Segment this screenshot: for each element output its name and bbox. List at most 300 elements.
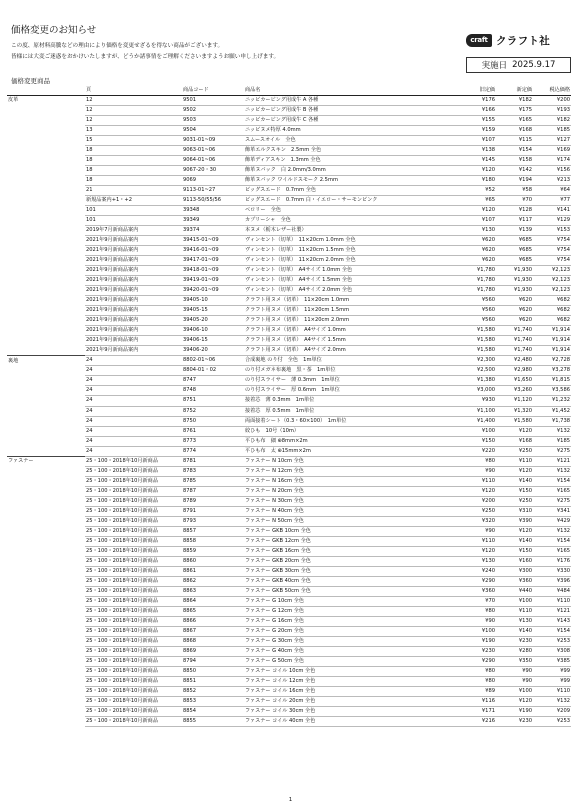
column-header-new-price: 新定価	[496, 86, 533, 96]
cell-product-name: ニッピカービング用成牛 B 各種	[244, 106, 455, 116]
cell-product-code: 9503	[182, 116, 244, 126]
cell-product-name: ファスナー N 30cm 全色	[244, 496, 455, 506]
cell-product-name: ファスナー GKB 20cm 全色	[244, 556, 455, 566]
cell-old-price: ¥620	[455, 236, 496, 246]
cell-tax-incl-price: ¥129	[533, 216, 571, 226]
table-row	[7, 256, 571, 266]
cell-product-name: ヴィンセント（切革） 11×20cm 1.5mm 全色	[244, 246, 455, 256]
cell-old-price: ¥230	[455, 646, 496, 656]
cell-product-code: 39406-15	[182, 336, 244, 346]
cell-page-ref: 25・100・2018年10月新商品	[85, 546, 182, 556]
cell-tax-incl-price: ¥99	[533, 666, 571, 676]
cell-category	[7, 616, 85, 626]
cell-tax-incl-price: ¥213	[533, 176, 571, 186]
cell-tax-incl-price: ¥185	[533, 126, 571, 136]
cell-new-price: ¥685	[496, 246, 533, 256]
table-row	[7, 396, 571, 406]
cell-product-name: カプリーシャ 全色	[244, 216, 455, 226]
cell-category	[7, 676, 85, 686]
cell-product-code: 8860	[182, 556, 244, 566]
cell-new-price: ¥117	[496, 216, 533, 226]
cell-new-price: ¥154	[496, 146, 533, 156]
cell-new-price: ¥360	[496, 576, 533, 586]
table-body	[7, 96, 571, 727]
cell-new-price: ¥168	[496, 126, 533, 136]
cell-new-price: ¥685	[496, 236, 533, 246]
table-row	[7, 186, 571, 196]
notice-line-1: この度、原材料高騰などの理由により価格を変更せざるを得ない商品がございます。	[11, 43, 224, 49]
cell-old-price: ¥166	[455, 106, 496, 116]
cell-page-ref: 18	[85, 176, 182, 186]
cell-product-name: ヴィンセント（切革） A4サイズ 1.0mm 全色	[244, 266, 455, 276]
cell-category	[7, 286, 85, 296]
table-row	[7, 376, 571, 386]
cell-product-name: ファスナー G 10cm 全色	[244, 596, 455, 606]
cell-product-code: 39405-10	[182, 296, 244, 306]
cell-new-price: ¥1,930	[496, 286, 533, 296]
cell-product-code: 9063-01~06	[182, 146, 244, 156]
cell-category	[7, 656, 85, 666]
table-row	[7, 596, 571, 606]
cell-category: ファスナー	[7, 456, 85, 466]
cell-old-price: ¥90	[455, 616, 496, 626]
cell-category	[7, 716, 85, 726]
cell-product-name: 接着芯 薄 0.3mm 1m単位	[244, 396, 455, 406]
table-row	[7, 666, 571, 676]
cell-tax-incl-price: ¥253	[533, 716, 571, 726]
cell-tax-incl-price: ¥99	[533, 676, 571, 686]
cell-product-name: ファスナー N 20cm 全色	[244, 486, 455, 496]
cell-product-code: 8855	[182, 716, 244, 726]
cell-old-price: ¥65	[455, 196, 496, 206]
cell-page-ref: 25・100・2018年10月新商品	[85, 666, 182, 676]
cell-product-code: 8867	[182, 626, 244, 636]
cell-product-name: クラフト用ヌメ（切革） A4サイズ 1.5mm	[244, 336, 455, 346]
cell-tax-incl-price: ¥2,123	[533, 276, 571, 286]
cell-new-price: ¥280	[496, 646, 533, 656]
cell-product-code: 8853	[182, 696, 244, 706]
cell-product-name: 飾革ヌバック 白 2.0mm/3.0mm	[244, 166, 455, 176]
cell-old-price: ¥80	[455, 606, 496, 616]
cell-product-code: 8750	[182, 416, 244, 426]
cell-page-ref: 25・100・2018年10月新商品	[85, 596, 182, 606]
cell-tax-incl-price: ¥1,815	[533, 376, 571, 386]
cell-old-price: ¥159	[455, 126, 496, 136]
cell-tax-incl-price: ¥165	[533, 546, 571, 556]
cell-category	[7, 646, 85, 656]
cell-page-ref: 25・100・2018年10月新商品	[85, 606, 182, 616]
cell-product-code: 8864	[182, 596, 244, 606]
cell-tax-incl-price: ¥1,914	[533, 326, 571, 336]
page-number: 1	[288, 797, 293, 803]
cell-category	[7, 166, 85, 176]
table-row	[7, 406, 571, 416]
cell-product-name: ファスナー コイル 10cm 全色	[244, 666, 455, 676]
cell-category	[7, 566, 85, 576]
table-row	[7, 206, 571, 216]
cell-tax-incl-price: ¥275	[533, 446, 571, 456]
cell-product-name: クラフト用ヌメ（切革） 11×20cm 1.5mm	[244, 306, 455, 316]
cell-product-code: 8748	[182, 386, 244, 396]
cell-old-price: ¥240	[455, 566, 496, 576]
cell-category	[7, 496, 85, 506]
cell-old-price: ¥216	[455, 716, 496, 726]
cell-new-price: ¥230	[496, 716, 533, 726]
cell-old-price: ¥220	[455, 446, 496, 456]
cell-old-price: ¥290	[455, 576, 496, 586]
cell-category	[7, 136, 85, 146]
cell-new-price: ¥142	[496, 166, 533, 176]
cell-old-price: ¥100	[455, 426, 496, 436]
table-row	[7, 106, 571, 116]
cell-category	[7, 216, 85, 226]
cell-tax-incl-price: ¥174	[533, 156, 571, 166]
cell-product-code: 8747	[182, 376, 244, 386]
cell-old-price: ¥100	[455, 626, 496, 636]
cell-category	[7, 376, 85, 386]
cell-page-ref: 25・100・2018年10月新商品	[85, 526, 182, 536]
cell-tax-incl-price: ¥2,123	[533, 266, 571, 276]
cell-new-price: ¥175	[496, 106, 533, 116]
cell-category: 皮革	[8, 97, 19, 104]
table-row	[7, 356, 571, 366]
cell-product-code: 39420-01~09	[182, 286, 244, 296]
cell-new-price: ¥140	[496, 476, 533, 486]
cell-product-name: ファスナー N 16cm 全色	[244, 476, 455, 486]
table-row	[7, 416, 571, 426]
cell-product-code: 39416-01~09	[182, 246, 244, 256]
cell-page-ref: 25・100・2018年10月新商品	[85, 456, 182, 466]
cell-tax-incl-price: ¥253	[533, 636, 571, 646]
cell-product-code: 39405-15	[182, 306, 244, 316]
cell-old-price: ¥1,380	[455, 376, 496, 386]
cell-tax-incl-price: ¥1,914	[533, 346, 571, 356]
cell-new-price: ¥182	[496, 96, 533, 106]
cell-new-price: ¥620	[496, 296, 533, 306]
cell-page-ref: 101	[85, 216, 182, 226]
table-row	[7, 476, 571, 486]
cell-product-code: 8791	[182, 506, 244, 516]
cell-tax-incl-price: ¥754	[533, 246, 571, 256]
cell-page-ref: 24	[85, 386, 182, 396]
cell-product-name: ファスナー G 40cm 全色	[244, 646, 455, 656]
cell-category	[7, 556, 85, 566]
logo-text: クラフト社	[496, 34, 550, 47]
cell-page-ref: 21	[85, 186, 182, 196]
cell-product-name: 平ひも布 太 ⊕15mm×2m	[244, 446, 455, 456]
cell-old-price: ¥620	[455, 256, 496, 266]
cell-old-price: ¥110	[455, 536, 496, 546]
cell-product-name: ニッピカービング用成牛 C 各種	[244, 116, 455, 126]
cell-old-price: ¥1,580	[455, 336, 496, 346]
cell-old-price: ¥1,580	[455, 326, 496, 336]
cell-page-ref: 2021年9月新商品案内	[85, 326, 182, 336]
table-row	[7, 96, 571, 106]
table-row	[7, 426, 571, 436]
cell-tax-incl-price: ¥141	[533, 206, 571, 216]
table-row	[7, 526, 571, 536]
table-row	[7, 266, 571, 276]
cell-new-price: ¥1,740	[496, 326, 533, 336]
effective-date-box	[466, 57, 571, 73]
cell-new-price: ¥58	[496, 186, 533, 196]
cell-product-code: 8793	[182, 516, 244, 526]
cell-category	[7, 546, 85, 556]
cell-old-price: ¥1,100	[455, 406, 496, 416]
cell-product-code: 9031-01~09	[182, 136, 244, 146]
table-row	[7, 606, 571, 616]
cell-product-code: 8858	[182, 536, 244, 546]
cell-category: 裏地	[7, 356, 85, 366]
cell-tax-incl-price: ¥754	[533, 256, 571, 266]
cell-new-price: ¥120	[496, 696, 533, 706]
cell-product-code: 8785	[182, 476, 244, 486]
table-row	[7, 226, 571, 236]
cell-category	[7, 266, 85, 276]
table-row	[7, 436, 571, 446]
cell-old-price: ¥620	[455, 246, 496, 256]
cell-old-price: ¥290	[455, 656, 496, 666]
cell-product-name: ファスナー G 16cm 全色	[244, 616, 455, 626]
cell-new-price: ¥120	[496, 426, 533, 436]
cell-category	[7, 476, 85, 486]
cell-page-ref: 25・100・2018年10月新商品	[85, 496, 182, 506]
table-row	[7, 566, 571, 576]
cell-new-price: ¥100	[496, 596, 533, 606]
cell-tax-incl-price: ¥385	[533, 656, 571, 666]
cell-category	[7, 196, 85, 206]
cell-page-ref: 25・100・2018年10月新商品	[85, 676, 182, 686]
effective-date-value: 2025.9.17	[512, 60, 556, 70]
cell-category	[7, 366, 85, 376]
cell-new-price: ¥250	[496, 496, 533, 506]
effective-date-label: 実施日	[481, 61, 508, 71]
cell-new-price: ¥350	[496, 656, 533, 666]
table-row	[7, 276, 571, 286]
cell-new-price: ¥194	[496, 176, 533, 186]
cell-old-price: ¥176	[455, 96, 496, 106]
table-row	[7, 286, 571, 296]
cell-page-ref: 2021年9月新商品案内	[85, 256, 182, 266]
cell-new-price: ¥158	[496, 156, 533, 166]
cell-tax-incl-price: ¥143	[533, 616, 571, 626]
section-heading: 価格変更商品	[11, 77, 50, 85]
cell-page-ref: 25・100・2018年10月新商品	[85, 616, 182, 626]
table-row	[7, 686, 571, 696]
cell-old-price: ¥107	[455, 136, 496, 146]
cell-category	[7, 406, 85, 416]
cell-category	[7, 696, 85, 706]
cell-category	[7, 606, 85, 616]
cell-tax-incl-price: ¥132	[533, 466, 571, 476]
cell-product-name: ファスナー GKB 16cm 全色	[244, 546, 455, 556]
cell-page-ref: 24	[85, 406, 182, 416]
cell-page-ref: 25・100・2018年10月新商品	[85, 706, 182, 716]
cell-product-name: 平ひも布 細 ⊕8mm×2m	[244, 436, 455, 446]
cell-product-name: ファスナー GKB 12cm 全色	[244, 536, 455, 546]
cell-page-ref: 25・100・2018年10月新商品	[85, 586, 182, 596]
cell-product-code: 8781	[182, 456, 244, 466]
cell-product-code: 9113-50/55/56	[182, 196, 244, 206]
cell-product-name: ファスナー コイル 16cm 全色	[244, 686, 455, 696]
cell-new-price: ¥140	[496, 536, 533, 546]
table-row	[7, 706, 571, 716]
cell-new-price: ¥150	[496, 486, 533, 496]
cell-category	[7, 506, 85, 516]
cell-category	[7, 316, 85, 326]
cell-product-name: ファスナー G 20cm 全色	[244, 626, 455, 636]
cell-product-code: 8802-01~06	[182, 356, 244, 366]
cell-tax-incl-price: ¥185	[533, 436, 571, 446]
cell-product-code: 8783	[182, 466, 244, 476]
table-row	[7, 536, 571, 546]
column-header-category	[7, 86, 85, 96]
cell-tax-incl-price: ¥77	[533, 196, 571, 206]
table-row	[7, 236, 571, 246]
cell-product-name: ニッピカービング用成牛 A 各種	[244, 96, 455, 106]
cell-category	[7, 466, 85, 476]
table-row	[7, 626, 571, 636]
table-row	[7, 326, 571, 336]
logo-mark: craft	[466, 34, 492, 47]
cell-product-code: 8869	[182, 646, 244, 656]
cell-tax-incl-price: ¥3,278	[533, 366, 571, 376]
table-row	[7, 316, 571, 326]
cell-category	[7, 256, 85, 266]
cell-new-price: ¥190	[496, 706, 533, 716]
cell-tax-incl-price: ¥2,728	[533, 356, 571, 366]
cell-new-price: ¥1,740	[496, 346, 533, 356]
cell-page-ref: 25・100・2018年10月新商品	[85, 466, 182, 476]
cell-old-price: ¥120	[455, 166, 496, 176]
cell-tax-incl-price: ¥3,586	[533, 386, 571, 396]
cell-page-ref: 12	[85, 106, 182, 116]
cell-page-ref: 18	[85, 156, 182, 166]
cell-tax-incl-price: ¥154	[533, 476, 571, 486]
cell-page-ref: 15	[85, 136, 182, 146]
cell-product-name: ファスナー G 50cm 全色	[244, 656, 455, 666]
cell-new-price: ¥230	[496, 636, 533, 646]
cell-tax-incl-price: ¥754	[533, 236, 571, 246]
cell-product-code: 9067-20・30	[182, 166, 244, 176]
cell-tax-incl-price: ¥182	[533, 116, 571, 126]
cell-tax-incl-price: ¥154	[533, 626, 571, 636]
cell-category	[7, 296, 85, 306]
cell-new-price: ¥110	[496, 456, 533, 466]
cell-product-name: ファスナー コイル 20cm 全色	[244, 696, 455, 706]
price-change-table	[7, 86, 571, 727]
cell-page-ref: 18	[85, 146, 182, 156]
cell-product-name: 本ヌメ（栃木レザー社製）	[244, 226, 455, 236]
cell-product-name: クラフト用ヌメ（切革） 11×20cm 1.0mm	[244, 296, 455, 306]
table-row	[7, 466, 571, 476]
cell-category	[7, 306, 85, 316]
cell-product-name: ファスナー G 30cm 全色	[244, 636, 455, 646]
cell-page-ref: 24	[85, 356, 182, 366]
table-header	[7, 86, 571, 96]
cell-old-price: ¥560	[455, 306, 496, 316]
cell-old-price: ¥107	[455, 216, 496, 226]
cell-product-name: ヴィンセント（切革） A4サイズ 1.5mm 全色	[244, 276, 455, 286]
cell-product-name: ファスナー N 10cm 全色	[244, 456, 455, 466]
cell-category	[7, 146, 85, 156]
cell-old-price: ¥320	[455, 516, 496, 526]
cell-product-code: 8852	[182, 686, 244, 696]
cell-old-price: ¥1,780	[455, 276, 496, 286]
cell-tax-incl-price: ¥1,914	[533, 336, 571, 346]
cell-old-price: ¥1,780	[455, 266, 496, 276]
cell-product-name: ピッグスエード 0.7mm 白・イエロー・サーモンピンク	[244, 196, 455, 206]
column-header-product-name: 商品名	[244, 86, 455, 96]
cell-product-code: 9064-01~06	[182, 156, 244, 166]
cell-tax-incl-price: ¥330	[533, 566, 571, 576]
cell-tax-incl-price: ¥193	[533, 106, 571, 116]
cell-new-price: ¥1,120	[496, 396, 533, 406]
cell-product-code: 39406-10	[182, 326, 244, 336]
cell-product-code: 8854	[182, 706, 244, 716]
cell-old-price: ¥130	[455, 226, 496, 236]
cell-product-name: 両面接着シート（0.3・60×100） 1m単位	[244, 416, 455, 426]
cell-page-ref: 25・100・2018年10月新商品	[85, 506, 182, 516]
cell-category	[7, 526, 85, 536]
cell-page-ref: 2021年9月新商品案内	[85, 316, 182, 326]
cell-tax-incl-price: ¥1,738	[533, 416, 571, 426]
cell-new-price: ¥1,580	[496, 416, 533, 426]
table-row	[7, 556, 571, 566]
cell-new-price: ¥300	[496, 566, 533, 576]
table-row	[7, 516, 571, 526]
table-row	[7, 636, 571, 646]
cell-product-code: 9502	[182, 106, 244, 116]
table-row	[7, 386, 571, 396]
cell-page-ref: 25・100・2018年10月新商品	[85, 716, 182, 726]
cell-new-price: ¥1,930	[496, 276, 533, 286]
cell-new-price: ¥685	[496, 256, 533, 266]
cell-category	[7, 426, 85, 436]
cell-product-code: 8773	[182, 436, 244, 446]
cell-tax-incl-price: ¥165	[533, 486, 571, 496]
cell-old-price: ¥2,500	[455, 366, 496, 376]
cell-old-price: ¥360	[455, 586, 496, 596]
cell-category	[7, 436, 85, 446]
cell-old-price: ¥145	[455, 156, 496, 166]
cell-category	[7, 346, 85, 356]
cell-tax-incl-price: ¥132	[533, 426, 571, 436]
cell-tax-incl-price: ¥396	[533, 576, 571, 586]
cell-tax-incl-price: ¥121	[533, 606, 571, 616]
cell-category	[7, 326, 85, 336]
cell-category	[7, 226, 85, 236]
cell-new-price: ¥139	[496, 226, 533, 236]
cell-product-name: ファスナー コイル 12cm 全色	[244, 676, 455, 686]
page-title: 価格変更のお知らせ	[11, 25, 97, 36]
cell-category	[7, 666, 85, 676]
notice-line-2: 皆様には大変ご迷惑をおかけいたしますが、どうか諸事情をご理解くださいますようお願い申し上げます。	[11, 53, 280, 60]
cell-new-price: ¥390	[496, 516, 533, 526]
cell-category	[7, 416, 85, 426]
cell-page-ref: 12	[85, 116, 182, 126]
cell-old-price: ¥1,400	[455, 416, 496, 426]
cell-product-name: のり付スライサー 薄 0.3mm 1m単位	[244, 376, 455, 386]
cell-old-price: ¥155	[455, 116, 496, 126]
cell-product-code: 8794	[182, 656, 244, 666]
cell-product-code: 39419-01~09	[182, 276, 244, 286]
cell-tax-incl-price: ¥110	[533, 596, 571, 606]
table-row	[7, 156, 571, 166]
cell-page-ref: 13	[85, 126, 182, 136]
cell-page-ref: 2021年9月新商品案内	[85, 286, 182, 296]
cell-page-ref: 2021年9月新商品案内	[85, 236, 182, 246]
